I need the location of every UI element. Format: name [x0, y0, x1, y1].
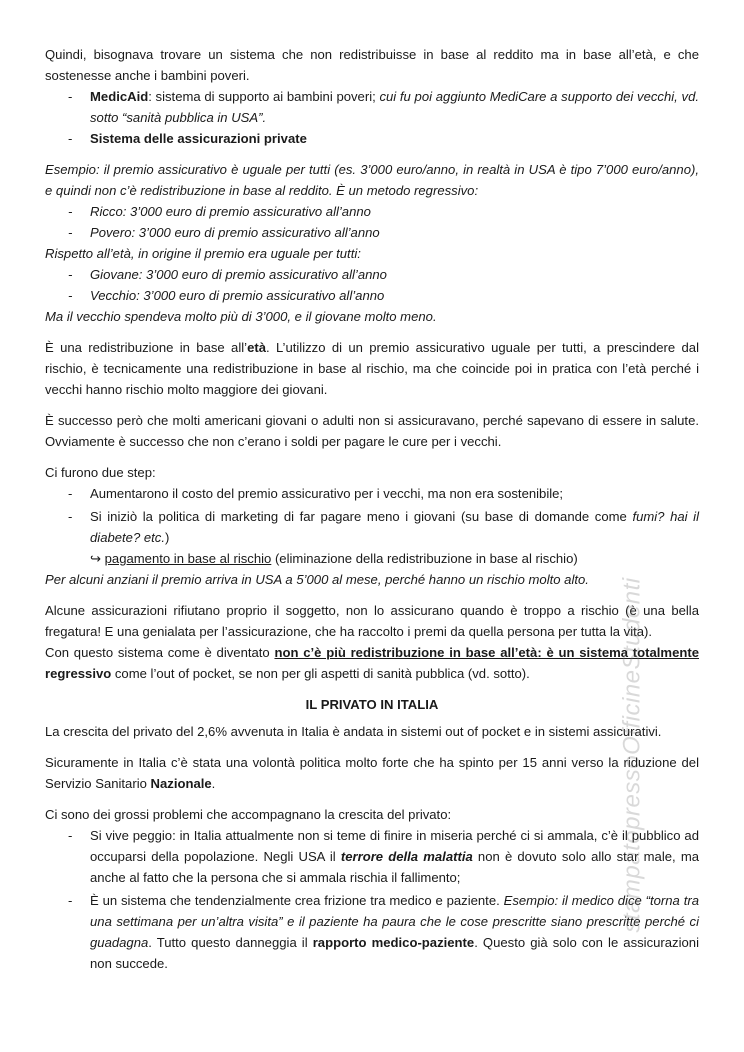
watermark-text: stampatopressoOfficineStudenti — [618, 577, 646, 933]
paragraph-young-uninsured: È successo però che molti americani giovani o adulti non si assicuravano, perché sapevano di essere in salute. Ovviamente è successo che non c’erano i soldi per pagare le cure per i vecchi. — [45, 413, 699, 449]
text-run: . Questo già solo con le assicurazioni non succede. — [90, 935, 699, 971]
list-item-rich: - Ricco: 3’000 euro di premio assicurativo all’anno — [90, 201, 699, 222]
paragraph-private-growth: La crescita del privato del 2,6% avvenuta in Italia è andata in sistemi out of pocket e in sistemi assicurativi. — [45, 724, 662, 739]
system-list — [45, 86, 699, 149]
bold-italic-terror: terrore della malattia — [340, 849, 473, 864]
paragraph-problems-intro: Ci sono dei grossi problemi che accompagnano la crescita del privato: — [45, 807, 452, 822]
list-item-poor: - Povero: 3’000 euro di premio assicurativo all’anno — [90, 222, 699, 243]
text-run: ) — [164, 530, 170, 545]
text-run: È una redistribuzione in base all’ — [45, 340, 248, 355]
text-run: Sicuramente in Italia c’è stata una volontà politica molto forte che ha spinto per 15 anni verso la riduzione del Servizio Sanitario — [45, 755, 699, 791]
private-insurance-term: Sistema delle assicurazioni private — [90, 131, 307, 146]
paragraph-refusal: Alcune assicurazioni rifiutano proprio il soggetto, non lo assicurano quando è troppo a rischio (è una bella fregatura! E una genialata per l’assicurazione, che ha raccolto i premi da quella persona per tutta la vita). — [45, 603, 699, 639]
list-item-step-2 — [90, 506, 699, 548]
text-run: . — [211, 776, 216, 791]
problems-list — [45, 825, 699, 974]
document-page — [45, 44, 699, 974]
section-heading: IL PRIVATO IN ITALIA — [305, 697, 439, 712]
age-example-intro: Rispetto all’età, in origine il premio era uguale per tutti: — [45, 246, 361, 261]
paragraph-intro: Quindi, bisognava trovare un sistema che non redistribuisse in base al reddito ma in base all’età, e che sostenesse anche i bambini poveri. — [45, 47, 699, 83]
text-run: non è dovuto solo allo star male, ma anche al fatto che la persona che si ammala rischia il fallimento; — [90, 849, 700, 885]
steps-intro: Ci furono due step: — [45, 465, 156, 480]
list-item-young: - Giovane: 3’000 euro di premio assicurativo all’anno — [90, 264, 699, 285]
list-item-problem-2 — [90, 890, 699, 974]
example-intro: Esempio: il premio assicurativo è uguale per tutti (es. 3’000 euro/anno, in realtà in USA è tipo 7’000 euro/anno), e quindi non c’è redistribuzione in base al reddito. È un metodo regressivo: — [45, 162, 699, 198]
bold-nazionale: Nazionale — [150, 776, 212, 791]
text-run: come l’out of pocket, se non per gli aspetti di sanità pubblica (vd. sotto). — [111, 666, 530, 681]
text-run: Si iniziò la politica di marketing di far pagare meno i giovani (su base di domande come — [90, 509, 633, 524]
medicaid-text: : sistema di supporto ai bambini poveri; — [148, 89, 380, 104]
underlined-risk-payment: pagamento in base al rischio — [104, 551, 272, 566]
paragraph-regressive — [45, 642, 699, 684]
medicaid-term: MedicAid — [90, 89, 149, 104]
bold-regressive: regressivo — [45, 666, 112, 681]
refusal-block — [45, 600, 699, 684]
income-example-list — [45, 201, 699, 243]
example-conclusion: Ma il vecchio spendeva molto più di 3’000, e il giovane molto meno. — [45, 309, 437, 324]
italic-doctor-example: Esempio: il medico dice “torna tra una settimana per un’altra visita” e il paziente ha paura che le cose prescritte siano prescritte perché ci guadagna — [90, 893, 699, 950]
paragraph-political-will — [45, 752, 699, 794]
age-example-list — [45, 264, 699, 306]
example-block — [45, 159, 699, 327]
risk-based-payment-line — [45, 548, 699, 569]
list-item-problem-1 — [90, 825, 699, 888]
elderly-premium-note: Per alcuni anziani il premio arriva in USA a 5’000 al mese, perché hanno un rischio molto alto. — [45, 572, 589, 587]
text-run: Si vive peggio: in Italia attualmente non si teme di finire in miseria perché ci si ammala, c’è il pubblico ad occuparsi della popolazione. Negli USA il — [90, 828, 699, 864]
list-item-step-1: - Aumentarono il costo del premio assicurativo per i vecchi, ma non era sostenibile; — [90, 483, 699, 504]
text-run: È un sistema che tendenzialmente crea frizione tra medico e paziente. — [90, 893, 504, 908]
list-item-private-insurance — [90, 128, 699, 149]
text-run: . L’utilizzo di un premio assicurativo uguale per tutti, a prescindere dal rischio, è tecnicamente una redistribuzione in base al rischio, ma che coincide poi in pratica con l’età perché i vecchi hanno rischio molto maggiore dei giovani. — [45, 340, 699, 397]
medicaid-note: cui fu poi aggiunto MediCare a supporto dei vecchi, vd. sotto “sanità pubblica in USA”. — [90, 89, 699, 125]
text-run: . Tutto questo danneggia il — [148, 935, 313, 950]
steps-list — [45, 483, 699, 548]
list-item-old: - Vecchio: 3’000 euro di premio assicurativo all’anno — [90, 285, 699, 306]
bold-underlined-no-redistribution: non c’è più redistribuzione in base all’età: è un sistema totalmente — [274, 645, 699, 660]
paragraph-age-redistribution — [45, 337, 699, 400]
text-run: Con questo sistema come è diventato — [45, 645, 275, 660]
arrow-icon: ↪ — [90, 551, 101, 566]
bold-doctor-patient: rapporto medico-paziente — [312, 935, 475, 950]
text-run: (eliminazione della redistribuzione in base al rischio) — [271, 551, 578, 566]
list-item-medicaid — [90, 86, 699, 128]
steps-block — [45, 462, 699, 590]
bold-eta: età — [247, 340, 266, 355]
italic-questions: fumi? hai il diabete? etc. — [90, 509, 699, 545]
